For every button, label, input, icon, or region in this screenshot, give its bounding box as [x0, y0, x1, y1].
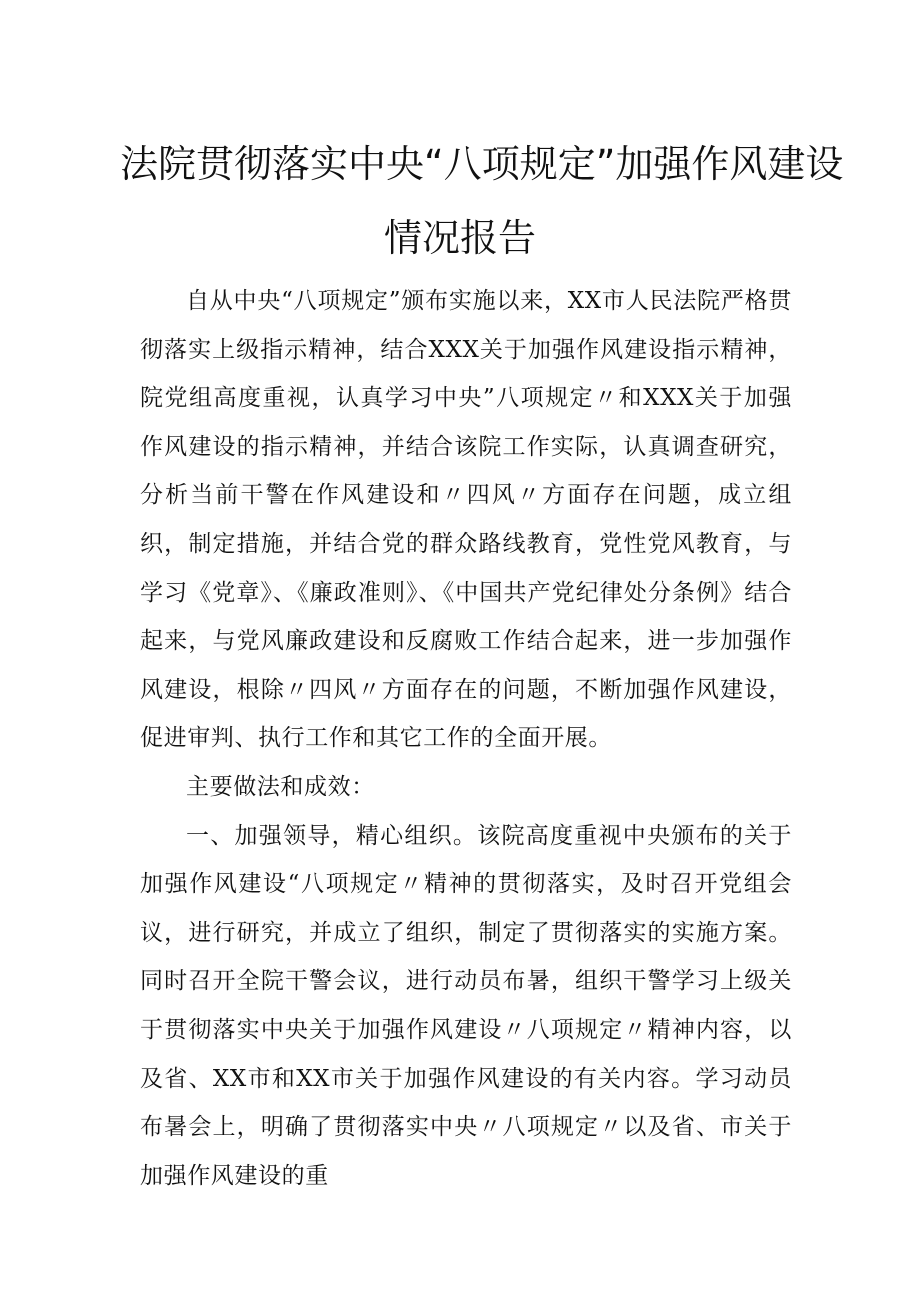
paragraph-section-heading: 主要做法和成效： [186, 773, 375, 800]
document-body [140, 277, 792, 1200]
paragraph-item-one: 一、加强领导，精心组织。该院高度重视中央颁布的关于加强作风建设“八项规定〃精神的贯彻落实，及时召开党组会议，进行研究，并成立了组织，制定了贯彻落实的实施方案。同时召开全院干警会议，进行动员布暑，组织干警学习上级关于贯彻落实中央关于加强作风建设〃八项规定〃精神内容，以及省、XX市和XX市关于加强作风建设的有关内容。学习动员布暑会上，明确了贯彻落实中央〃八项规定〃以及省、市关于加强作风建设的重 [140, 822, 792, 1189]
paragraph-intro: 自从中央“八项规定”颁布实施以来，XX市人民法院严格贯彻落实上级指示精神，结合XXX关于加强作风建设指示精神，院党组高度重视，认真学习中央”八项规定〃和XXX关于加强作风建设的指示精神，并结合该院工作实际，认真调查研究，分析当前干警在作风建设和〃四风〃方面存在问题，成立组织，制定措施，并结合党的群众路线教育，党性党风教育，与学习《党章》、《廉政准则》、《中国共产党纪律处分条例》结合起来，与党风廉政建设和反腐败工作结合起来，进一步加强作风建设，根除〃四风〃方面存在的问题，不断加强作风建设，促进审判、执行工作和其它工作的全面开展。 [140, 288, 792, 752]
document-title-line-1: 法院贯彻落实中央“八项规定”加强作风建设 [120, 142, 844, 186]
document-title-line-2: 情况报告 [383, 216, 536, 260]
